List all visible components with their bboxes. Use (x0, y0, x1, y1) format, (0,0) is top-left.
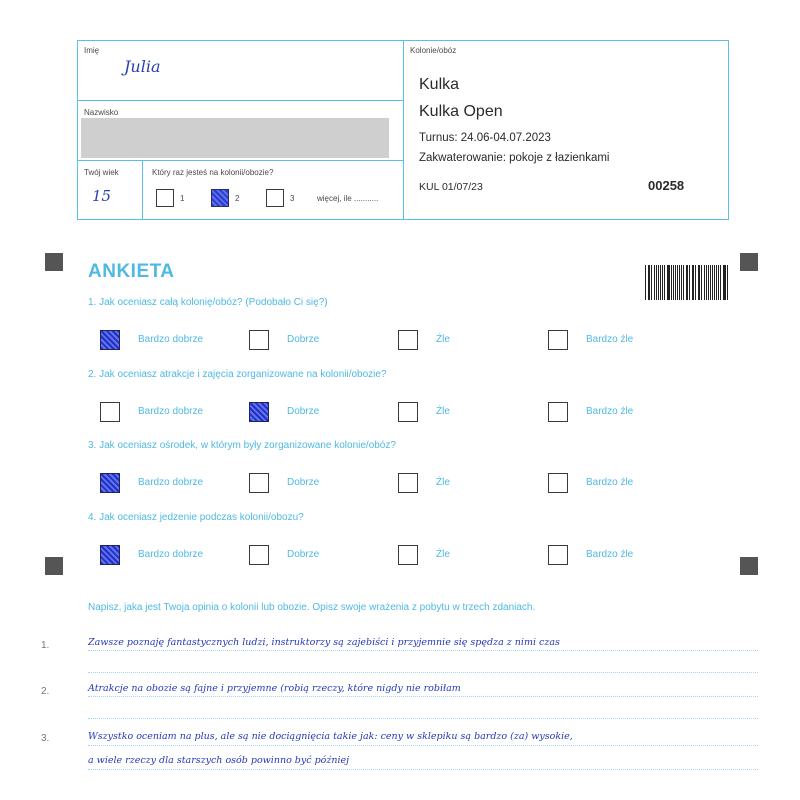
answer-3-line-2[interactable]: a wiele rzeczy dla starszych osób powinno być później (88, 755, 350, 766)
answer-line-2a (88, 696, 758, 697)
q2-checkbox-1[interactable] (100, 402, 120, 422)
q4-checkbox-3[interactable] (398, 545, 418, 565)
answer-line-3b (88, 769, 758, 770)
last-name-redacted (81, 118, 389, 158)
age-value[interactable]: 15 (92, 187, 112, 205)
line-number-2: 2. (41, 686, 50, 697)
barcode-bar (654, 265, 655, 300)
q3-checkbox-3[interactable] (398, 473, 418, 493)
barcode-bar (724, 265, 725, 300)
times-option-2: 2 (235, 194, 240, 203)
times-option-3: 3 (290, 194, 295, 203)
q3-option-label-1: Bardzo dobrze (138, 477, 204, 488)
q4-option-label-4: Bardzo źle (586, 549, 634, 560)
barcode (645, 265, 729, 300)
first-name-value[interactable]: Julia (124, 57, 161, 76)
barcode-bar (651, 265, 652, 300)
barcode-bar (675, 265, 676, 300)
divider-age-vertical (142, 160, 143, 219)
q4-option-label-1: Bardzo dobrze (138, 549, 204, 560)
turnus: Turnus: 24.06-04.07.2023 (419, 132, 551, 144)
barcode-bar (668, 265, 669, 300)
q3-checkbox-1[interactable] (100, 473, 120, 493)
barcode-bar (716, 265, 717, 300)
q2-option-label-3: Źle (436, 406, 450, 417)
q1-option-label-3: Źle (436, 334, 450, 345)
q1-checkbox-1[interactable] (100, 330, 120, 350)
q4-checkbox-2[interactable] (249, 545, 269, 565)
q2-option-label-4: Bardzo źle (586, 406, 634, 417)
q2-checkbox-4[interactable] (548, 402, 568, 422)
registration-marker-top-right (740, 253, 758, 271)
camp-name: Kulka (419, 76, 460, 93)
line-number-3: 3. (41, 733, 50, 744)
answer-1[interactable]: Zawsze poznaję fantastycznych ludzi, instruktorzy są zajebiści i przyjemnie się spędza z nimi czas (88, 637, 560, 648)
barcode-bar (683, 265, 684, 300)
q4-checkbox-4[interactable] (548, 545, 568, 565)
barcode-bar (664, 265, 665, 300)
q4-option-label-3: Źle (436, 549, 450, 560)
camp-label: Kolonie/obóz (410, 46, 457, 55)
times-checkbox-3[interactable] (266, 189, 284, 207)
q3-checkbox-2[interactable] (249, 473, 269, 493)
q3-option-label-4: Bardzo źle (586, 477, 634, 488)
registration-marker-top-left (45, 253, 63, 271)
answer-2[interactable]: Atrakcje na obozie są fajne i przyjemne (robią rzeczy, które nigdy nie robiłam (88, 683, 461, 694)
divider-vertical (403, 41, 404, 219)
q2-checkbox-3[interactable] (398, 402, 418, 422)
times-label: Który raz jesteś na kolonii/obozie? (152, 168, 274, 177)
times-option-1: 1 (180, 194, 185, 203)
question-2: 2. Jak oceniasz atrakcje i zajęcia zorganizowane na kolonii/obozie? (88, 369, 387, 380)
registration-marker-bottom-right (740, 557, 758, 575)
barcode-bar (662, 265, 663, 300)
barcode-bar (681, 265, 682, 300)
q1-option-label-4: Bardzo źle (586, 334, 634, 345)
q1-checkbox-4[interactable] (548, 330, 568, 350)
q3-checkbox-4[interactable] (548, 473, 568, 493)
q1-checkbox-2[interactable] (249, 330, 269, 350)
camp-code: KUL 01/07/23 (419, 181, 483, 193)
times-checkbox-2[interactable] (211, 189, 229, 207)
accommodation: Zakwaterowanie: pokoje z łazienkami (419, 152, 610, 164)
times-checkbox-1[interactable] (156, 189, 174, 207)
q3-option-label-3: Źle (436, 477, 450, 488)
question-1: 1. Jak oceniasz całą kolonię/obóz? (Podobało Ci się?) (88, 297, 328, 308)
barcode-bar (718, 265, 719, 300)
answer-line-2b (88, 718, 758, 719)
barcode-bar (689, 265, 690, 300)
q2-option-label-2: Dobrze (287, 406, 320, 417)
times-more-label: więcej, ile ........... (317, 194, 379, 203)
q3-option-label-2: Dobrze (287, 477, 320, 488)
q1-option-label-2: Dobrze (287, 334, 320, 345)
form-number: 00258 (648, 178, 685, 193)
q1-checkbox-3[interactable] (398, 330, 418, 350)
divider-name (78, 100, 403, 101)
barcode-bar (704, 265, 705, 300)
first-name-label: Imię (84, 46, 100, 55)
q4-option-label-2: Dobrze (287, 549, 320, 560)
answer-line-1a (88, 650, 758, 651)
age-label: Twój wiek (84, 168, 119, 177)
barcode-bar (710, 265, 711, 300)
answer-3-line-1[interactable]: Wszystko oceniam na plus, ale są nie dociągnięcia takie jak: ceny w sklepiku są bardzo (za) wysokie, (88, 731, 573, 742)
q2-option-label-1: Bardzo dobrze (138, 406, 204, 417)
divider-age (78, 160, 403, 161)
survey-title: ANKIETA (88, 261, 175, 282)
registration-marker-bottom-left (45, 557, 63, 575)
answer-line-3a (88, 745, 758, 746)
opinion-prompt: Napisz, jaka jest Twoja opinia o kolonii lub obozie. Opisz swoje wrażenia z pobytu w trzech zdaniach. (88, 602, 536, 613)
answer-line-1b (88, 672, 758, 673)
line-number-1: 1. (41, 640, 50, 651)
q4-checkbox-1[interactable] (100, 545, 120, 565)
barcode-bar (645, 265, 646, 300)
header-card (77, 40, 729, 220)
q1-option-label-1: Bardzo dobrze (138, 334, 204, 345)
question-3: 3. Jak oceniasz ośrodek, w którym były zorganizowane kolonie/obóz? (88, 440, 396, 451)
camp-subname: Kulka Open (419, 103, 503, 120)
barcode-bar (693, 265, 694, 300)
barcode-bar (699, 265, 700, 300)
last-name-label: Nazwisko (84, 108, 119, 117)
question-4: 4. Jak oceniasz jedzenie podczas kolonii/obozu? (88, 512, 304, 523)
q2-checkbox-2[interactable] (249, 402, 269, 422)
